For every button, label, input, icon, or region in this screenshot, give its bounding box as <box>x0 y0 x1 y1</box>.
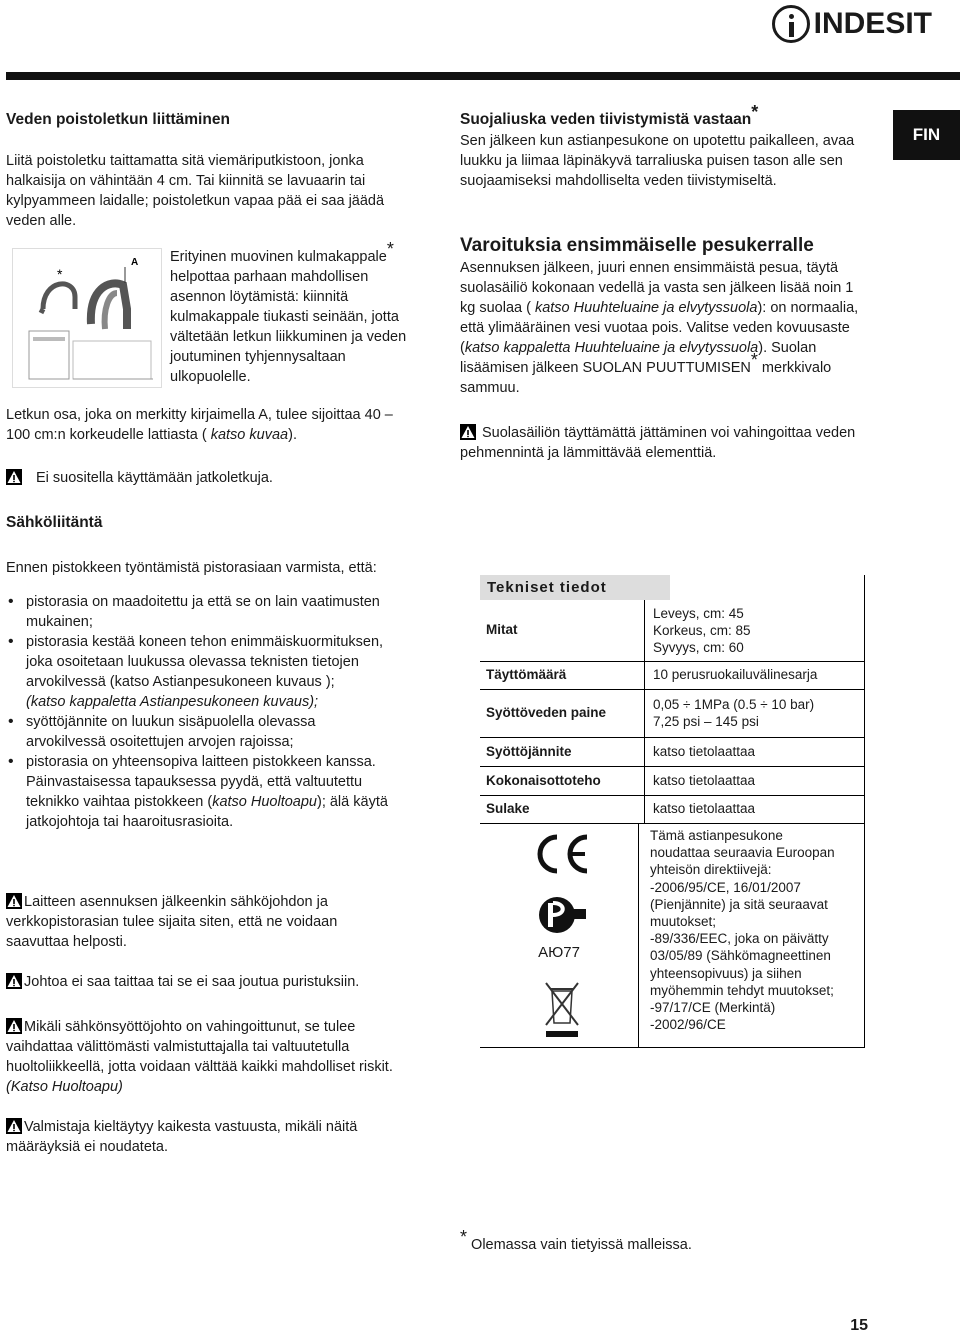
brand-name: INDESIT <box>813 7 932 40</box>
electric-warning-4: Valmistaja kieltäytyy kaikesta vastuusta, mikäli näitä määräyksiä ei noudateta. <box>6 1119 358 1155</box>
spec-value: 10 perusruokailuvälinesarja <box>645 661 865 689</box>
drain-title: Veden poistoletkun liittäminen <box>6 111 230 128</box>
marks-column <box>480 823 639 1047</box>
figure-star-label: * <box>57 266 63 282</box>
list-item: • syöttöjännite on luukun sisäpuolella olevassa arvokilvessä osoitettujen arvojen rajoissa; <box>6 712 391 752</box>
table-row <box>480 600 864 661</box>
spec-table <box>480 600 864 824</box>
figure-a-label: A <box>131 257 139 268</box>
spec-value: katso tietolaattaa <box>645 795 865 823</box>
spec-key: Mitat <box>480 600 645 661</box>
list-item: • pistorasia on maadoitettu ja että se on lain vaatimusten mukainen; <box>6 592 391 632</box>
header-rule <box>6 72 960 80</box>
gost-mark-icon <box>538 893 588 937</box>
drain-side-text: Erityinen muovinen kulmakappale* helpottaa parhaan mahdollisen asennon löytämistä: kiinnitä kulmakappale tiukasti seinään, jotta vältetään letkun liikkuminen ja veden joutuminen tyhjennysaltaan ulkopuolelle. <box>170 239 407 385</box>
warning-icon <box>6 1018 22 1034</box>
seal-title: Suojaliuska veden tiivistymistä vastaan* <box>460 101 759 128</box>
table-row <box>480 661 864 689</box>
page-number: 15 <box>850 1317 868 1334</box>
spec-box <box>480 575 865 1048</box>
link-service-2[interactable]: (Katso Huoltoapu) <box>6 1079 123 1095</box>
warning-icon <box>460 424 476 440</box>
gost-code: AЮ77 <box>538 944 580 961</box>
brand-logo <box>772 4 932 44</box>
table-row <box>480 737 864 766</box>
spec-title: Tekniset tiedot <box>480 575 670 600</box>
drain-body: Liitä poistoletku taittamatta sitä viemäriputkistoon, jonka halkaisija on vähintään 4 cm. Tai kiinnitä se lavuaarin tai kylpyammeen laidalle; poistoletkun vapaa pää ei saa jäädä veden alle. <box>6 153 385 229</box>
spec-key: Täyttömäärä <box>480 661 645 689</box>
link-rinse-salt[interactable]: katso Huuhteluaine ja elvytyssuola <box>534 300 758 316</box>
table-row <box>480 689 864 737</box>
warning-icon <box>6 1118 22 1134</box>
electric-warning-3: Mikäli sähkönsyöttöjohto on vahingoittunut, se tulee vaihdattaa välittömästi valmistuttajalla tai valtuutetulla huoltoliikkeellä, jotta voidaan välttää kaikki mahdolliset riskit. (Katso Huoltoapu) <box>6 1019 393 1095</box>
drain-warning: Ei suositella käyttämään jatkoletkuja. <box>6 468 411 488</box>
firstwash-warning: Suolasäiliön täyttämättä jättäminen voi vahingoittaa veden pehmennintä ja lämmittävää elementtiä. <box>460 425 856 461</box>
warning-icon <box>6 973 22 989</box>
link-service[interactable]: katso Huoltoapu <box>212 794 317 810</box>
spec-value: katso tietolaattaa <box>645 737 865 766</box>
link-figure[interactable]: katso kuvaa <box>210 427 289 443</box>
seal-body: Sen jälkeen kun astianpesukone on upotettu paikalleen, avaa luukku ja liimaa läpinäkyvä tarraliuska puisen tason alle sen suojaamiseksi mahdolliselta veden tiivistymiseltä. <box>460 133 855 189</box>
footnote: * Olemassa vain tietyissä malleissa. <box>460 1227 692 1253</box>
warning-icon <box>6 893 22 909</box>
table-row <box>480 766 864 795</box>
warning-icon <box>6 469 22 485</box>
spec-value: Leveys, cm: 45 Korkeus, cm: 85 Syvyys, cm: 60 <box>645 600 865 661</box>
firstwash-title: Varoituksia ensimmäiselle pesukerralle <box>460 235 814 256</box>
link-dishwasher-description[interactable]: (katso kappaletta Astianpesukoneen kuvaus); <box>26 694 319 710</box>
spec-key: Sulake <box>480 795 645 823</box>
electric-warning-2: Johtoa ei saa taittaa tai se ei saa joutua puristuksiin. <box>6 972 406 992</box>
language-tab: FIN <box>893 110 960 160</box>
dishwasher-figure-icon <box>12 248 162 388</box>
spec-value: 0,05 ÷ 1MPa (0.5 ÷ 10 bar) 7,25 psi – 145 psi <box>645 689 865 737</box>
list-item: • pistorasia kestää koneen tehon enimmäiskuormituksen, joka osoitetaan luukussa olevassa teknisten tietojen arvokilvessä (katso Astianpesukoneen kuvaus ); (katso kappaletta Astianpesukoneen kuvaus); <box>6 632 391 712</box>
link-rinse-salt-section[interactable]: katso kappaletta Huuhteluaine ja elvytyssuola <box>464 340 759 356</box>
directive-text: Tämä astianpesukone noudattaa seuraavia Euroopan yhteisön direktiivejä: -2006/95/CE, 16/01/2007 (Pienjännite) ja sitä seuraavat muutokset; -89/336/EEC, joka on päivätty 03/05/89 (Sähkömagneettinen yhteensopivuus) ja siihen myöhemmin tehdyt muutokset; -97/17/CE (Merkintä) -2002/96/CE <box>650 828 835 1033</box>
drain-height-text: Letkun osa, joka on merkitty kirjaimella A, tulee sijoittaa 40 – 100 cm:n korkeudelle lattiasta ( katso kuvaa). <box>6 407 393 443</box>
table-row <box>480 795 864 823</box>
brand-logo-icon <box>772 5 810 43</box>
electric-title: Sähköliitäntä <box>6 514 103 531</box>
spec-key: Syöttöjännite <box>480 737 645 766</box>
spec-key: Syöttöveden paine <box>480 689 645 737</box>
firstwash-body: Asennuksen jälkeen, juuri ennen ensimmäistä pesua, täytä suolasäiliö kokonaan vedellä ja vasta sen jälkeen lisää noin 1 kg suolaa ( katso Huuhteluaine ja elvytyssuola): on normaalia, että ylimääräinen vesi vuotaa pois. Valitse veden kovuusaste (katso kappaletta Huuhteluaine ja elvytyssuola). Suolan lisäämisen jälkeen SUOLAN PUUTTUMISEN* merkkivalo sammuu. <box>460 260 859 396</box>
list-item: • pistorasia on yhteensopiva laitteen pistokkeen kanssa. Päinvastaisessa tapauksessa pyydä, että valtuutettu teknikko vaihtaa pistokkeen (katso Huoltoapu); älä käytä jatkojohtoja tai haaroitusrasioita. <box>6 752 391 832</box>
weee-bin-icon <box>544 979 580 1039</box>
spec-value: katso tietolaattaa <box>645 766 865 795</box>
spec-key: Kokonaisottoteho <box>480 766 645 795</box>
electric-list <box>6 592 391 832</box>
electric-warning-1: Laitteen asennuksen jälkeenkin sähköjohdon ja verkkopistorasian tulee sijaita siten, että ne voidaan saavuttaa helposti. <box>6 894 338 950</box>
ce-mark-icon <box>533 831 593 877</box>
electric-intro: Ennen pistokkeen työntämistä pistorasiaan varmista, että: <box>6 560 377 576</box>
